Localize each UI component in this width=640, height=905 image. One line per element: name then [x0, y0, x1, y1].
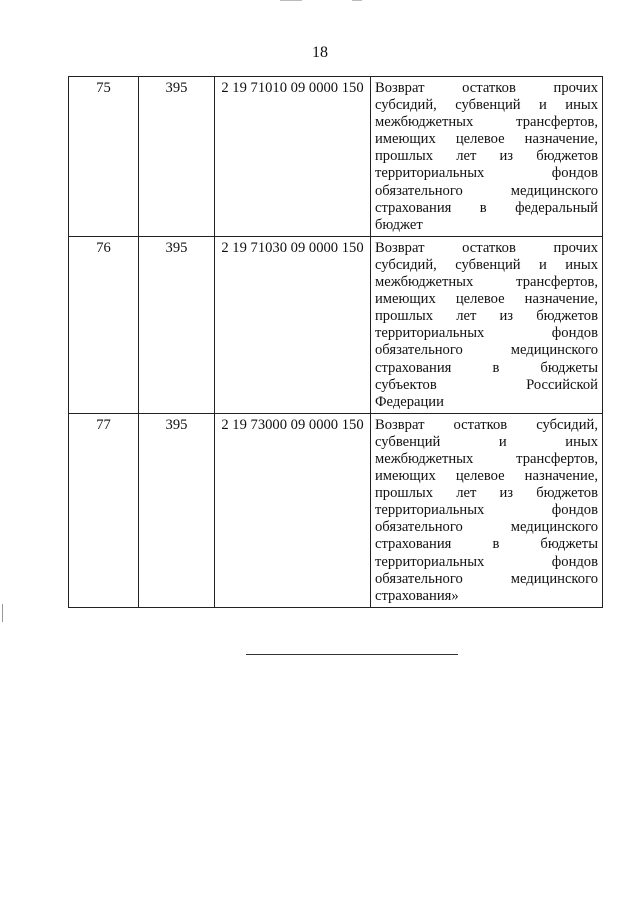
table-row: [69, 77, 603, 237]
description-line: межбюджетных трансфертов,: [375, 450, 598, 467]
table-row: [69, 236, 603, 413]
description-line: прошлых лет из бюджетов: [375, 308, 598, 325]
description-line: Возврат остатков субсидий,: [375, 416, 598, 433]
description-line: имеющих целевое назначение,: [375, 468, 598, 485]
description-line: территориальных фондов: [375, 165, 598, 182]
description-line: имеющих целевое назначение,: [375, 291, 598, 308]
description-line: субсидий, субвенций и иных: [375, 97, 598, 114]
description-line: прошлых лет из бюджетов: [375, 485, 598, 502]
description-line: субъектов Российской: [375, 376, 598, 393]
row-number-cell: 75: [69, 77, 139, 237]
revenue-description-cell: [371, 413, 603, 607]
administrator-code-cell: 395: [139, 236, 215, 413]
budget-classification-code-cell: 2 19 73000 09 0000 150: [215, 413, 371, 607]
description-line: обязательного медицинского: [375, 182, 598, 199]
table-body: [69, 77, 603, 608]
description-line: субвенций и иных: [375, 433, 598, 450]
row-number-cell: 77: [69, 413, 139, 607]
description-line: обязательного медицинского: [375, 519, 598, 536]
description-line: территориальных фондов: [375, 502, 598, 519]
scan-artifact-top-right: [352, 0, 362, 1]
administrator-code-cell: 395: [139, 77, 215, 237]
description-line: бюджет: [375, 216, 423, 233]
description-line: Возврат остатков прочих: [375, 239, 598, 256]
table-row: [69, 413, 603, 607]
description-line: межбюджетных трансфертов,: [375, 114, 598, 131]
description-line: страхования в бюджеты: [375, 536, 598, 553]
budget-classification-code-cell: 2 19 71010 09 0000 150: [215, 77, 371, 237]
budget-classification-code-cell: 2 19 71030 09 0000 150: [215, 236, 371, 413]
description-line: субсидий, субвенций и иных: [375, 256, 598, 273]
description-line: страхования»: [375, 587, 459, 604]
description-line: территориальных фондов: [375, 325, 598, 342]
description-line: страхования в бюджеты: [375, 359, 598, 376]
page-number: 18: [312, 44, 328, 61]
administrator-code-cell: 395: [139, 413, 215, 607]
description-line: территориальных фондов: [375, 553, 598, 570]
description-line: имеющих целевое назначение,: [375, 131, 598, 148]
description-line: Возврат остатков прочих: [375, 80, 598, 96]
description-line: прошлых лет из бюджетов: [375, 148, 598, 165]
revenue-description-cell: [371, 77, 603, 237]
description-line: обязательного медицинского: [375, 342, 598, 359]
row-number-cell: 76: [69, 236, 139, 413]
description-line: страхования в федеральный: [375, 199, 598, 216]
scan-artifact-top-left: [280, 0, 302, 1]
description-line: межбюджетных трансфертов,: [375, 274, 598, 291]
description-line: Федерации: [375, 393, 444, 410]
closing-rule-divider: [246, 654, 458, 655]
budget-classification-table: [68, 76, 603, 608]
scan-artifact-left-edge: [2, 604, 3, 622]
description-line: обязательного медицинского: [375, 570, 598, 587]
revenue-description-cell: [371, 236, 603, 413]
